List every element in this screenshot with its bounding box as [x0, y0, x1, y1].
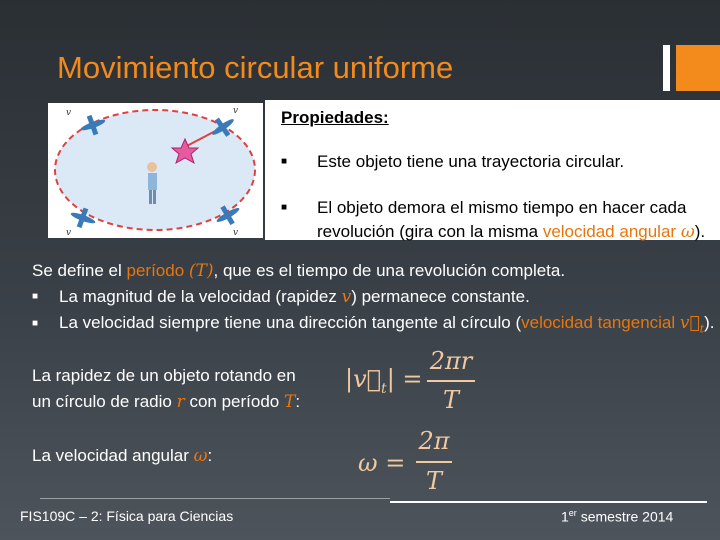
formula-1-lhs-vt: |v⃗ [345, 365, 382, 393]
angular-velocity-formula [358, 426, 468, 496]
property-2-text: revolución (gira con la misma [317, 222, 543, 241]
angular-velocity-label [32, 446, 212, 466]
bullet-square-icon: ■ [281, 156, 288, 167]
property-2-end: ). [694, 222, 706, 241]
property-2-line2 [317, 222, 705, 242]
tangent-velocity-bullet [59, 313, 715, 335]
footer-semester-num: 1 [561, 508, 569, 525]
footer-semester-sup: er [568, 508, 577, 518]
property-2-line1: El objeto demora el mismo tiempo en hacer cada [317, 198, 687, 217]
velocity-label: v [233, 106, 239, 116]
speed-constant-bullet [59, 287, 530, 307]
footer-divider-right [390, 501, 707, 503]
period-definition [32, 261, 565, 281]
formula-2-fraction-bar [416, 461, 452, 463]
footer-semester-text: semestre 2014 [576, 508, 674, 525]
velocity-label: v [233, 228, 239, 238]
bullet-1-pre: La magnitud de la velocidad (rapidez [59, 287, 342, 306]
rapidez-mid: con período [184, 392, 284, 411]
decorative-bar-white [663, 45, 670, 91]
formula-2-lhs: ω = [358, 449, 406, 477]
bullet-2-vt [679, 313, 705, 336]
footer-semester [561, 508, 673, 525]
bullet-square-icon: ■ [32, 318, 39, 329]
define-pre: Se define el [32, 261, 127, 280]
properties-panel [265, 100, 720, 240]
footer-divider-left [40, 498, 390, 499]
velocity-label: v [66, 228, 72, 238]
rapidez-pre: un círculo de radio [32, 392, 177, 411]
angular-omega: ω [193, 446, 208, 466]
angular-label-text: La velocidad angular [32, 446, 194, 465]
circular-motion-figure [48, 103, 263, 238]
angular-end: : [207, 446, 213, 465]
bullet-2-highlight: velocidad tangencial [521, 313, 676, 332]
properties-heading: Propiedades: [281, 108, 389, 127]
bullet-1-v: v [341, 287, 352, 307]
footer-course: FIS109C – 2: Física para Ciencias [20, 508, 234, 524]
circular-motion-illustration [48, 103, 263, 238]
rapidez-T: T [283, 392, 296, 412]
define-T: (T) [188, 261, 214, 281]
define-post: , que es el tiempo de una revolución completa. [213, 261, 566, 280]
rapidez-r: r [176, 392, 185, 412]
property-1: Este objeto tiene una trayectoria circular. [317, 152, 625, 171]
bullet-2-vt-sub: t [699, 322, 705, 336]
formula-1-fraction-bar [427, 380, 475, 382]
decorative-bar-orange [676, 45, 720, 91]
property-2-highlight: velocidad angular [542, 222, 677, 241]
velocity-label: v [66, 108, 72, 118]
slide-title: Movimiento circular uniforme [57, 50, 454, 85]
define-highlight: período [126, 261, 185, 280]
speed-description-line2 [32, 392, 300, 412]
rapidez-end: : [295, 392, 301, 411]
bullet-2-pre: La velocidad siempre tiene una dirección tangente al círculo ( [59, 313, 522, 332]
property-2-omega: ω [680, 222, 695, 242]
formula-2-numerator: 2π [418, 427, 450, 455]
bullet-1-post: ) permanece constante. [351, 287, 530, 306]
speed-description-line1: La rapidez de un objeto rotando en [32, 366, 296, 385]
formula-1-lhs-sub: t [381, 380, 387, 397]
formula-1-lhs-end: | = [386, 365, 423, 393]
formula-1-numerator: 2πr [429, 347, 473, 375]
formula-1-lhs [345, 365, 423, 397]
bullet-2-end: ). [704, 313, 715, 332]
formula-1-denominator: T [442, 386, 459, 414]
bullet-square-icon: ■ [281, 202, 288, 213]
bullet-2-vt-symbol: v⃗ [679, 313, 700, 333]
bullet-square-icon: ■ [32, 291, 39, 302]
formula-2-denominator: T [425, 467, 442, 495]
tangential-speed-formula [345, 344, 485, 420]
